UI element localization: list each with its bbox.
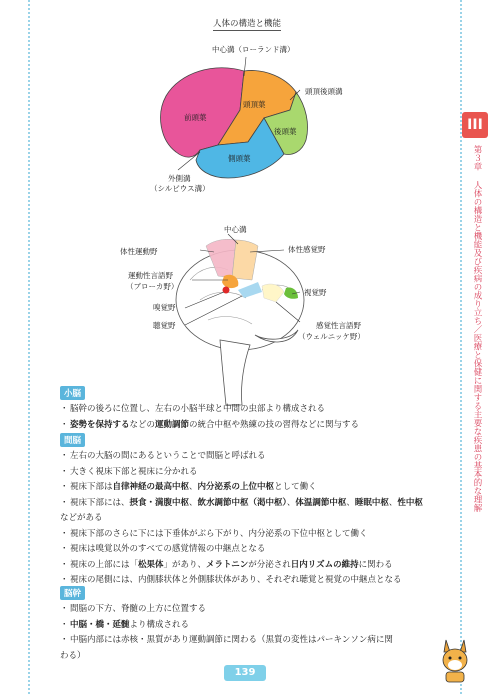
list-item	[60, 465, 423, 481]
section-heading: 間脳	[60, 433, 85, 447]
label-temporal-lobe: 側頭葉	[228, 154, 251, 163]
list-item	[60, 602, 393, 618]
text-run: 性中枢	[397, 497, 423, 508]
list-item	[60, 618, 393, 634]
label-parietal-lobe: 頭頂葉	[243, 100, 266, 109]
chapter-side-title: 第３章 人体の構造と機能及び疾病の成り立ち／医療と保健に関する主要な疾患の基本的な理解	[472, 145, 482, 512]
list-item	[60, 633, 393, 649]
list-item	[60, 542, 423, 558]
text-run: 」があり、	[163, 559, 207, 570]
label-motor-speech: 運動性言語野	[128, 271, 173, 280]
text-run: が分泌され	[248, 559, 291, 570]
text-run: として働く	[274, 482, 317, 492]
section-2	[60, 581, 393, 664]
label-fig2-central-sulcus: 中心溝	[224, 225, 247, 234]
text-run: 視床は嗅覚以外のすべての感覚情報の中継点となる	[70, 544, 266, 554]
bullet-list	[60, 449, 423, 589]
list-item	[60, 496, 423, 512]
bullet-icon: ・	[60, 575, 69, 585]
label-olfactory-area: 嗅覚野	[153, 303, 176, 312]
text-run: 左右の大脳の間にあるということで間脳と呼ばれる	[70, 451, 266, 461]
label-wernicke: （ウェルニッケ野）	[298, 332, 365, 341]
bullet-icon: ・	[60, 404, 69, 414]
list-item	[60, 511, 423, 527]
bullet-list	[60, 602, 393, 664]
label-central-sulcus: 中心溝（ローランド溝）	[212, 45, 295, 54]
label-auditory-area: 聴覚野	[153, 321, 176, 330]
label-parieto-occipital-sulcus: 頭頂後頭溝	[305, 87, 343, 96]
list-item	[60, 649, 393, 665]
text-run: 脳幹の後ろに位置し、左右の小脳半球と中間の虫部より構成される	[70, 404, 326, 414]
bullet-icon: ・	[60, 604, 69, 614]
list-item	[60, 402, 359, 418]
section-0	[60, 381, 359, 433]
text-run: 内分泌系の上位中枢	[197, 482, 275, 492]
text-run: 、	[189, 482, 198, 492]
section-heading: 小脳	[60, 386, 85, 400]
label-lateral-sulcus-alt: （シルビウス溝）	[150, 184, 210, 193]
label-occipital-lobe: 後頭葉	[274, 127, 297, 136]
text-run: より構成される	[129, 619, 190, 630]
list-item	[60, 480, 423, 496]
text-run: 松果体	[138, 559, 164, 570]
label-visual-area: 視覚野	[304, 288, 327, 297]
chapter-tab: III	[462, 112, 488, 138]
text-run: 、	[189, 497, 198, 508]
text-run: 視床の尾側には、内側膝状体と外側膝状体があり、それぞれ聴覚と視覚の中継点となる	[70, 575, 402, 585]
bullet-icon: ・	[60, 528, 69, 539]
page-number: 139	[224, 665, 266, 681]
text-run: 視床の上部には「	[70, 559, 139, 570]
text-run: に関わる	[358, 559, 393, 570]
text-run: 、	[286, 497, 296, 508]
label-lateral-sulcus: 外側溝	[168, 174, 191, 183]
mascot-icon	[440, 636, 470, 684]
text-run: 中脳内部には赤核・黒質があり運動調節に関わる（黒質の変性はパーキンソン病に関	[70, 635, 393, 645]
text-run: 大きく視床下部と視床に分かれる	[70, 466, 198, 477]
text-run: 運動調節	[155, 419, 190, 430]
text-run: 視床下部には、	[70, 497, 130, 508]
figure-title: 人体の構造と機能	[213, 19, 282, 29]
label-sensory-speech: 感覚性言語野	[316, 321, 361, 330]
bullet-icon: ・	[60, 619, 69, 630]
text-run: 視床下部は	[70, 482, 113, 492]
text-run: メラトニン	[206, 559, 249, 570]
label-motor-area: 体性運動野	[120, 247, 158, 256]
text-run: 摂食・満腹中枢	[129, 497, 190, 508]
text-run: 、	[388, 497, 398, 508]
text-run: 視床下部のさらに下には下垂体がぶら下がり、内分泌系の下位中枢として働く	[70, 528, 368, 539]
section-1	[60, 428, 423, 589]
text-run: 、	[346, 497, 355, 508]
text-run: わる）	[60, 650, 86, 661]
text-run: 自律神経の最高中枢	[112, 482, 190, 492]
list-item	[60, 527, 423, 543]
list-item	[60, 449, 423, 465]
text-run: 中脳・橋・延髄	[70, 619, 130, 630]
label-sensory-area: 体性感覚野	[288, 245, 326, 254]
list-item	[60, 558, 423, 574]
label-broca: （ブローカ野）	[126, 282, 179, 291]
text-run: 体温調節中枢	[295, 497, 347, 508]
bullet-icon: ・	[60, 559, 69, 570]
section-heading: 脳幹	[60, 586, 85, 600]
text-run: の統合中枢や熟練の技の習得などに関与する	[189, 419, 360, 430]
bullet-icon: ・	[60, 466, 69, 477]
bullet-icon: ・	[60, 451, 69, 461]
bullet-icon: ・	[60, 635, 69, 645]
text-run: 飲水調節中枢（渇中枢）	[197, 497, 287, 508]
bullet-icon: ・	[60, 497, 69, 508]
bullet-icon: ・	[60, 419, 69, 430]
text-run: などがある	[60, 513, 103, 523]
bullet-icon: ・	[60, 544, 69, 554]
text-run: 睡眠中枢	[354, 497, 389, 508]
text-run: 間脳の下方、脊髄の上方に位置する	[70, 604, 207, 614]
text-run: 日内リズムの維持	[290, 559, 359, 570]
bullet-icon: ・	[60, 482, 69, 492]
text-run: 姿勢を保持する	[70, 419, 130, 430]
text-run: などの	[129, 419, 156, 430]
label-frontal-lobe: 前頭葉	[184, 113, 207, 122]
